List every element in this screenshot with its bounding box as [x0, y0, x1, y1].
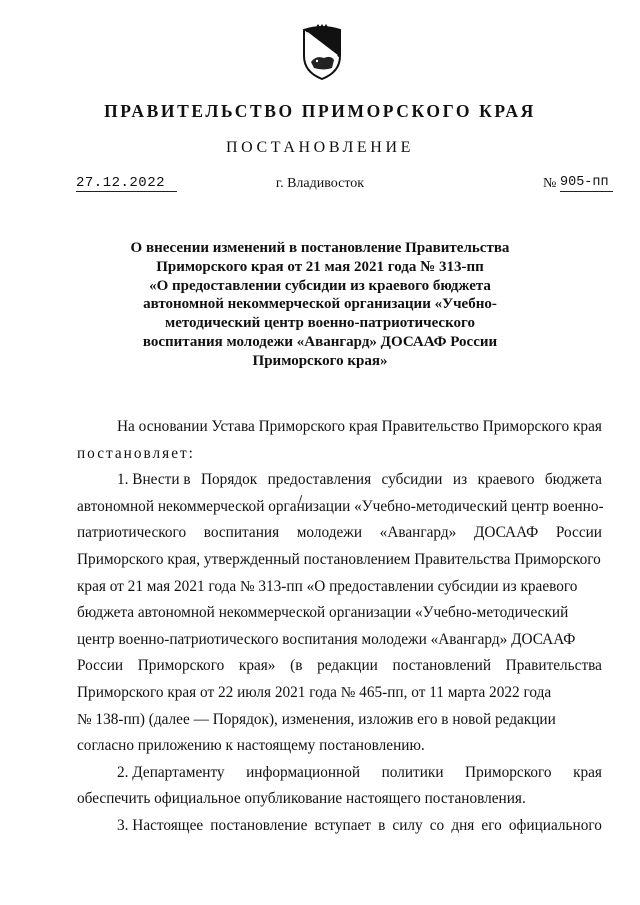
word: Приморского: [137, 657, 225, 675]
word: края»: [238, 657, 276, 675]
word: со: [429, 816, 445, 834]
item1-line: согласно приложению к настоящему постановлению.: [77, 737, 425, 755]
word: «Авангард»: [379, 524, 457, 542]
word: воспитания: [203, 524, 280, 542]
word: краевого: [477, 471, 535, 489]
word: 2. Департаменту: [117, 763, 225, 781]
subject-line: Приморского края от 21 мая 2021 года № 313-пп: [156, 258, 484, 275]
word: Правительства: [505, 657, 602, 675]
word: дня: [451, 816, 475, 834]
document-type: ПОСТАНОВЛЕНИЕ: [226, 139, 414, 156]
word: вступает: [314, 816, 371, 834]
number-sign: №: [543, 176, 557, 191]
preamble: На основании Устава Приморского края Правительство Приморского края: [117, 418, 602, 435]
subject-line: «О предоставлении субсидии из краевого бюджета: [149, 277, 491, 294]
subject-line: воспитания молодежи «Авангард» ДОСААФ России: [142, 333, 498, 350]
word: из: [452, 471, 468, 489]
word: редакции: [317, 657, 378, 675]
item1-line: центр военно-патриотического воспитания молодежи «Авангард» ДОСААФ: [77, 630, 576, 648]
word: политики: [381, 763, 444, 781]
item1-line: бюджета автономной некоммерческой организации «Учебно-методический: [77, 604, 569, 622]
word: России: [555, 524, 602, 542]
word: патриотического: [77, 524, 187, 542]
item1-line: [77, 520, 602, 547]
word: (в: [290, 657, 303, 675]
subject-line: О внесении изменений в постановление Правительства: [130, 240, 510, 256]
document-number: 905-пп: [560, 175, 613, 192]
word: России: [77, 657, 124, 675]
subject-line: методический центр военно-патриотического: [165, 315, 475, 332]
word: ДОСААФ: [473, 524, 539, 542]
word: в: [378, 816, 386, 834]
resolves-word: постановляет:: [77, 444, 195, 462]
subject-line: Приморского края»: [252, 352, 388, 369]
word: информационной: [246, 763, 361, 781]
word: края: [573, 763, 602, 781]
document-date: 27.12.2022: [76, 175, 177, 192]
item2-line: [77, 760, 602, 787]
item1-line: автономной некоммерческой организации «Учебно-методический центр военно-: [77, 497, 604, 515]
item1-line: № 138-пп) (далее — Порядок), изменения, изложив его в новой редакции: [77, 710, 556, 728]
item2-line: обеспечить официальное опубликование настоящего постановления.: [77, 790, 526, 808]
word: 3. Настоящее: [117, 816, 204, 834]
item1-line: Приморского края от 22 июля 2021 года № 465-пп, от 11 марта 2022 года: [77, 683, 552, 701]
coat-of-arms-emblem: [298, 22, 346, 82]
subject-line: автономной некоммерческой организации «Учебно-: [143, 296, 497, 313]
word: Порядок: [200, 471, 258, 489]
word: постановление: [210, 816, 308, 834]
item1-line: [77, 467, 602, 494]
word: молодежи: [296, 524, 363, 542]
word: бюджета: [544, 471, 602, 489]
word: силу: [392, 816, 423, 834]
document-body: [77, 414, 602, 840]
word: его: [481, 816, 502, 834]
government-title: ПРАВИТЕЛЬСТВО ПРИМОРСКОГО КРАЯ: [104, 101, 536, 121]
word: официального: [508, 816, 602, 834]
item1-line: Приморского края, утвержденный постановлением Правительства Приморского: [77, 550, 601, 568]
item1-line: [77, 653, 602, 680]
document-subject: [110, 239, 530, 371]
document-city: г. Владивосток: [275, 176, 365, 191]
word: субсидии: [381, 471, 443, 489]
word: Приморского: [465, 763, 552, 781]
item3-line: [77, 813, 602, 840]
word: постановлений: [392, 657, 492, 675]
word: предоставления: [267, 471, 372, 489]
word: 1. Внести в: [117, 471, 191, 489]
item1-line: края от 21 мая 2021 года № 313-пп «О предоставлении субсидии из краевого: [77, 577, 578, 595]
